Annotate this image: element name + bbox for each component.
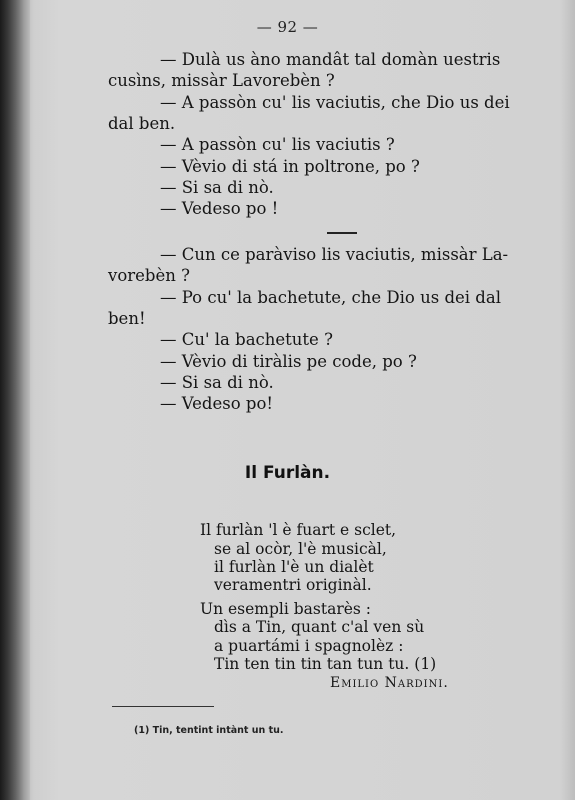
dialogue-line: ben! xyxy=(108,309,146,328)
dialogue-line: — Dulà us àno mandât tal domàn uestris xyxy=(160,50,501,69)
page-number: — 92 — xyxy=(256,18,319,36)
poem-line: il furlàn l'è un dialèt xyxy=(214,558,374,576)
dialogue-line: vorebèn ? xyxy=(108,266,190,285)
section-separator xyxy=(327,232,357,234)
dialogue-line: cusìns, missàr Lavorebèn ? xyxy=(108,71,335,90)
dialogue-line: — Si sa di nò. xyxy=(160,373,274,392)
poem-line: Tin ten tin tin tan tun tu. (1) xyxy=(214,655,437,673)
poem-author: Emilio Nardini. xyxy=(330,675,449,691)
dialogue-line: — A passòn cu' lis vaciutis, che Dio us dei xyxy=(160,93,510,112)
poem-line: dìs a Tin, quant c'al ven sù xyxy=(214,618,425,636)
poem-line: se al ocòr, l'è musicàl, xyxy=(214,540,387,558)
poem-line: veramentri originàl. xyxy=(214,576,372,594)
footnote-rule xyxy=(112,706,214,707)
poem-line: Un esempli bastarès : xyxy=(200,600,372,618)
poem-title: Il Furlàn. xyxy=(244,463,331,483)
dialogue-line: — Vèvio di tiràlis pe code, po ? xyxy=(160,352,417,371)
poem-line: Il furlàn 'l è fuart e sclet, xyxy=(200,521,397,539)
dialogue-line: — Cu' la bachetute ? xyxy=(160,330,333,349)
poem-line: a puartámi i spagnolèz : xyxy=(214,637,404,655)
dialogue-line: — Cun ce paràviso lis vaciutis, missàr La- xyxy=(160,245,509,264)
dialogue-line: dal ben. xyxy=(108,114,176,133)
dialogue-line: — A passòn cu' lis vaciutis ? xyxy=(160,135,395,154)
dialogue-line: — Vedeso po ! xyxy=(160,199,279,218)
dialogue-line: — Vèvio di stá in poltrone, po ? xyxy=(160,157,420,176)
book-binding-shadow xyxy=(0,0,30,800)
footnote: (1) Tin, tentint intànt un tu. xyxy=(134,725,284,736)
dialogue-line: — Si sa di nò. xyxy=(160,178,274,197)
dialogue-line: — Po cu' la bachetute, che Dio us dei dal xyxy=(160,288,501,307)
dialogue-line: — Vedeso po! xyxy=(160,394,274,413)
